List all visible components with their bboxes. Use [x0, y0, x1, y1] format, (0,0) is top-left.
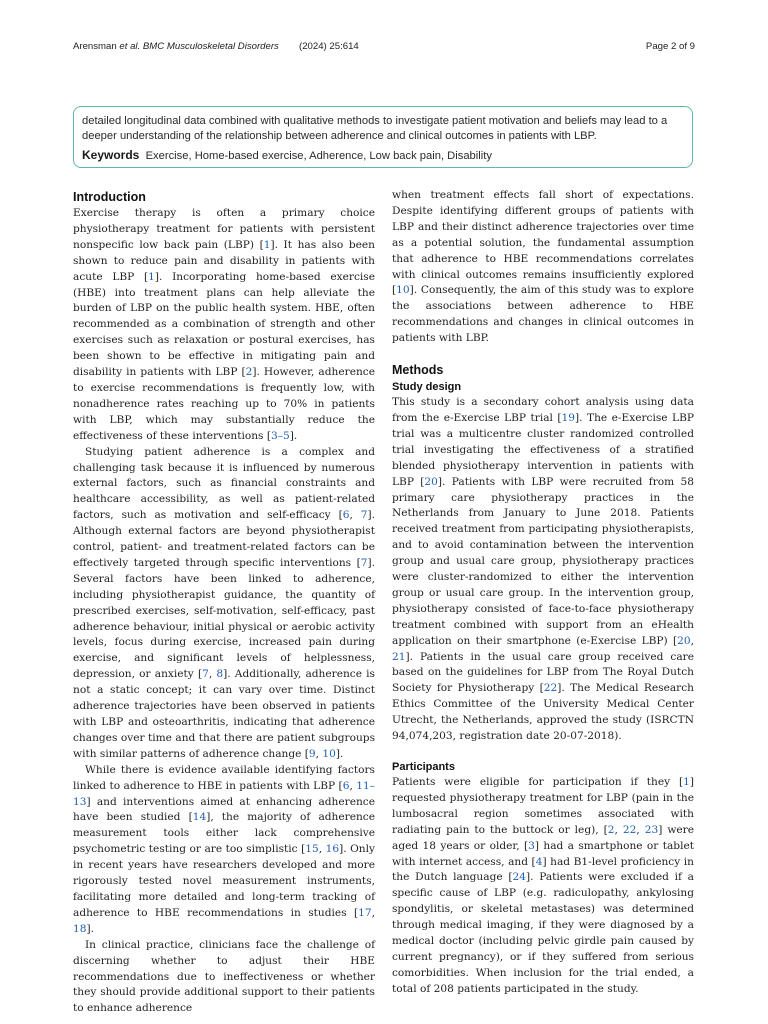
- citation-link[interactable]: 23: [644, 823, 659, 836]
- citation-link[interactable]: 7: [360, 509, 368, 522]
- citation-link[interactable]: 7: [202, 668, 209, 681]
- text-run: ]. Patients in the usual care group received care based on the guidelines for LBP from The Royal Dutch Society for Physiotherapy [: [392, 650, 694, 695]
- introduction-heading: Introduction: [73, 190, 146, 204]
- participants-paragraph: [392, 775, 694, 998]
- citation-link[interactable]: 6: [342, 779, 350, 792]
- citation-link[interactable]: 1: [263, 238, 271, 251]
- text-run: ] requested physiotherapy treatment for LBP (pain in the lumbosacral region sometimes associated with radiating pain to the buttock or leg), [: [392, 776, 694, 836]
- text-run: ] and interventions aimed at enhancing adherence have been studied [: [73, 795, 375, 824]
- intro-paragraph-1: [73, 206, 375, 445]
- citation-link[interactable]: 20: [424, 475, 438, 488]
- header-page-number: Page 2 of 9: [645, 41, 695, 52]
- text-run: ,: [208, 668, 217, 681]
- keywords-list: Exercise, Home-based exercise, Adherence, Low back pain, Disability: [145, 150, 492, 162]
- text-run: ] had B1-level proficiency in the Dutch language [: [392, 855, 695, 884]
- text-run: ]. However, adherence to exercise recommendations is frequently low, with nonadherence rates reaching up to 70% in patients with LBP, which may substantially reduce the effectiveness of these interventions [: [73, 366, 375, 442]
- text-run: While there is evidence available identifying factors linked to adherence to HBE in patients with LBP [: [73, 763, 375, 792]
- header-year-info: (2024) 25:614: [299, 41, 359, 52]
- citation-link[interactable]: 10: [322, 747, 336, 760]
- text-run: Patients were eligible for participation if they [: [392, 776, 684, 788]
- citation-link[interactable]: 7: [360, 556, 368, 569]
- text-run: ]. Patients were excluded if a specific cause of LBP (e.g. radiculopathy, ankylosing spondylitis, or skeletal metastases) was determined through medical imaging, if they were diagnosed by a medical doctor (including pelvic girdle pain caused by current pregnancy), or if they suffered from serious comorbidities. When inclusion for the trial ended, a total of 208 patients participated in the study.: [392, 871, 694, 995]
- citation-link[interactable]: 3–5: [270, 429, 290, 442]
- text-run: ]. Several factors have been linked to adherence, including physiotherapist guidance, the quantity of prescribed exercises, self-motivation, self-efficacy, past adherence behaviour, initial physical or aerobic activity levels, focus during exercise, increased pain during exercise, and significant levels of helplessness, depression, or anxiety [: [73, 556, 375, 681]
- participants-heading: Participants: [392, 761, 455, 773]
- abstract-box: [73, 106, 693, 168]
- citation-link[interactable]: 15: [305, 843, 319, 856]
- text-run: ,: [371, 906, 375, 919]
- text-run: ]. Although external factors are beyond physiotherapist control, patient- and treatment-related factors can be effectively targeted through specific interventions [: [73, 509, 375, 569]
- study-design-paragraph: [392, 395, 694, 745]
- methods-heading: Methods: [392, 363, 444, 378]
- citation-link[interactable]: 17: [358, 906, 372, 919]
- text-run: ]. Only in recent years have researchers developed and more rigorously tested novel measurement instruments, facilitating more detailed and long-term tracking of adherence to HBE recommendations in studies [: [73, 843, 375, 919]
- text-run: ]. The e-Exercise LBP trial was a multicentre cluster randomized controlled trial investigating the effectiveness of a stratified blended physiotherapy intervention in patients with LBP [: [392, 411, 694, 488]
- citation-link[interactable]: 4: [535, 855, 543, 868]
- citation-link[interactable]: 1: [148, 270, 155, 283]
- text-run: ] were aged 18 years or older, [: [392, 823, 695, 852]
- citation-link[interactable]: 21: [392, 650, 406, 663]
- text-run: ,: [318, 843, 326, 856]
- citation-link[interactable]: 14: [192, 811, 207, 824]
- citation-link[interactable]: 2: [607, 823, 615, 836]
- text-run: ].: [86, 922, 94, 935]
- citation-link[interactable]: 20: [677, 634, 691, 647]
- citation-link[interactable]: 3: [528, 839, 535, 852]
- header-authors: Arensman: [73, 41, 117, 52]
- text-run: Exercise therapy is often a primary choice physiotherapy treatment for patients with persistent nonspecific low back pain (LBP) [: [73, 207, 375, 251]
- text-run: ]. It has also been shown to reduce pain and disability in patients with acute LBP [: [73, 238, 375, 283]
- citation-link[interactable]: 24: [512, 871, 526, 884]
- text-run: ,: [349, 779, 357, 792]
- citation-link[interactable]: 6: [342, 509, 350, 522]
- page-header: [73, 41, 695, 55]
- citation-link[interactable]: 22: [543, 682, 558, 695]
- text-run: ]. Consequently, the aim of this study was to explore the associations between adherence to HBE recommendations and changes in clinical outcomes in patients with LBP.: [392, 284, 694, 345]
- citation-link[interactable]: 2: [245, 366, 253, 379]
- text-run: ]. Patients with LBP were recruited from 58 primary care physiotherapy practices in the Netherlands from January to June 2018. Patients received treatment from participating physiotherapists, and to avoid contamination between the intervention group and usual care group, physiotherapy practices were cluster-randomized to either the intervention group or usual care group. In the intervention group, physiotherapy consisted of face-to-face physiotherapy treatment combined with support from an eHealth application on their smartphone (e-Exercise LBP) [: [392, 475, 694, 647]
- keywords-line: [82, 148, 684, 164]
- text-run: ].: [289, 429, 298, 442]
- text-run: ]. The Medical Research Ethics Committee of the University Medical Center Utrecht, the Netherlands, approved the study (ISRCTN 94,074,203, registration date 20-07-2018).: [392, 682, 694, 743]
- text-run: ,: [614, 823, 623, 836]
- citation-link[interactable]: 1: [683, 776, 690, 788]
- text-run: ,: [636, 823, 645, 836]
- intro-paragraph-5: [392, 188, 694, 347]
- text-run: when treatment effects fall short of expectations. Despite identifying different groups of patients with LBP and their distinct adherence trajectories over time as a potential solution, the fundamental assumption that adherence to HBE recommendations correlates with clinical outcomes remains insufficiently explored [: [392, 189, 694, 297]
- text-run: ]. Additionally, adherence is not a static concept; it can vary over time. Distinct adherence trajectories have been observed in patients with LBP and osteoarthritis, indicating that adherence changes over time and that there are patient subgroups with similar patterns of adherence change [: [73, 668, 375, 760]
- right-column: [392, 188, 694, 998]
- citation-link[interactable]: 22: [622, 823, 637, 836]
- citation-link[interactable]: 16: [325, 843, 340, 856]
- abstract-text: detailed longitudinal data combined with qualitative methods to investigate patient motivation and beliefs may lead to a deeper understanding of the relationship between adherence and clinical outcomes in patients with LBP.: [82, 115, 668, 142]
- text-run: ,: [315, 747, 323, 760]
- text-run: ], the majority of adherence measurement tools either lack comprehensive psychometric testing or are too simplistic [: [73, 811, 375, 856]
- citation-link[interactable]: 19: [561, 411, 576, 424]
- running-head: [73, 41, 279, 52]
- text-run: ,: [690, 634, 694, 647]
- text-run: ]. Incorporating home-based exercise (HBE) into treatment plans can help alleviate the burden of LBP on the public health system. HBE, often recommended as a combination of strength and other exercises such as relaxation or postural exercises, has been shown to be effective in mitigating pain and disability in patients with LBP [: [73, 270, 375, 379]
- citation-link[interactable]: 11–13: [73, 779, 375, 808]
- left-column: [73, 188, 375, 1017]
- text-run: This study is a secondary cohort analysis using data from the e-Exercise LBP trial [: [392, 396, 694, 424]
- citation-link[interactable]: 8: [216, 668, 224, 681]
- citation-link[interactable]: 9: [308, 747, 316, 760]
- intro-paragraph-2: [73, 445, 375, 763]
- study-design-heading: Study design: [392, 381, 462, 394]
- citation-link[interactable]: 18: [73, 922, 87, 935]
- text-run: ] had a smartphone or tablet with internet access, and [: [392, 839, 694, 868]
- text-run: ,: [349, 509, 361, 522]
- header-etal: et al.: [119, 41, 141, 52]
- intro-paragraph-4: In clinical practice, clinicians face the challenge of discerning whether to adjust their HBE recommendations due to ineffectiveness or whether they should provide additional support to their patients to enhance adherence: [73, 938, 375, 1015]
- citation-link[interactable]: 10: [396, 284, 410, 297]
- text-run: ].: [335, 747, 344, 760]
- intro-paragraph-3: [73, 763, 375, 938]
- text-run: Studying patient adherence is a complex and challenging task because it is influenced by numerous external factors, such as financial constraints and healthcare accessibility, as well as patient-related factors, such as motivation and self-efficacy [: [73, 445, 375, 522]
- header-journal: BMC Musculoskeletal Disorders: [142, 41, 279, 52]
- keywords-label: Keywords: [82, 148, 140, 162]
